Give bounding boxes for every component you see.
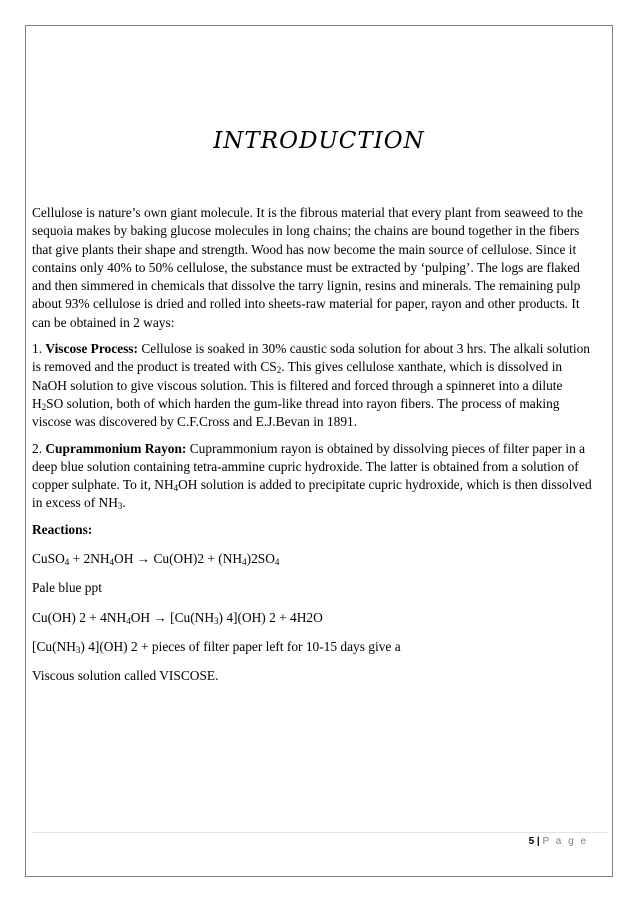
reaction-2-sub-b: 3	[214, 615, 219, 626]
page-label: P a g e	[542, 836, 588, 847]
page-number: 5	[528, 836, 535, 847]
cuprammonium-paragraph	[32, 440, 592, 513]
reaction-1-sub-d: 4	[274, 557, 280, 568]
viscose-sub-2: 2	[41, 401, 47, 412]
cuprammonium-text-1: Cuprammonium rayon is obtained by dissolving pieces of filter paper in a deep blue solution containing tetra-ammine cupric hydroxide. The latter is obtained from a solution of copper sulphate. To it, NH	[32, 440, 586, 493]
footer-divider	[32, 832, 607, 833]
reaction-2-part-a: Cu(OH) 2 + 4NH	[32, 609, 127, 625]
reaction-2-sub-a: 4	[126, 615, 131, 626]
viscose-heading: Viscose Process:	[45, 341, 138, 357]
intro-paragraph: Cellulose is nature’s own giant molecule. It is the fibrous material that every plant from seaweed to the sequoia makes by baking glucose molecules in long chains; the chains are bound together in the fibers that give plants their shape and strength. Wood has now become the main source of cellulose. Since it contains only 40% to 50% cellulose, the substance must be extracted by ‘pulping’. The logs are flaked and then simmered in chemicals that dissolve the tarry lignin, resins and minerals. The remaining pulp about 93% cellulose is dried and rolled into sheets-raw material for paper, rayon and other products. It can be obtained in 2 ways:	[32, 205, 584, 330]
reaction-1	[32, 550, 592, 568]
cuprammonium-sub-2: 3	[117, 501, 123, 512]
reactions-heading-text: Reactions:	[32, 521, 93, 537]
page-footer	[529, 836, 588, 847]
cuprammonium-heading: Cuprammonium Rayon:	[45, 440, 187, 456]
reaction-1-part-a: CuSO	[32, 551, 65, 567]
reaction-3	[32, 638, 592, 656]
reaction-1-sub-c: 4	[242, 557, 247, 568]
document-body	[32, 204, 592, 697]
page-separator: |	[534, 836, 543, 847]
reaction-3-part-a: [Cu(NH	[32, 638, 76, 654]
reaction-3-part-b: ) 4](OH) 2 + pieces of filter paper left for 10-15 days give a	[80, 638, 401, 654]
page-title: INTRODUCTION	[213, 128, 425, 154]
viscose-text-3: SO solution, both of which harden the gum-like thread into rayon fibers. The process of making viscose was discovered by C.F.Cross and E.J.Bevan in 1891.	[32, 395, 560, 430]
viscose-text-2: . This gives cellulose xanthate, which is dissolved in NaOH solution to give viscous solution. This is filtered and forced through a spinneret into a dilute H	[32, 359, 563, 411]
reaction-1-sub-a: 4	[64, 557, 70, 568]
reaction-1-part-d: )2SO	[246, 551, 275, 567]
reaction-2-part-b: OH → [Cu(NH	[130, 609, 215, 625]
cuprammonium-text-2: OH solution is added to precipitate cupric hydroxide, which is then dissolved in excess of NH	[32, 477, 592, 511]
cuprammonium-text-3: .	[122, 495, 126, 511]
reaction-1-part-b: + 2NH	[69, 551, 110, 567]
reaction-1-note: Pale blue ppt	[32, 580, 102, 596]
reaction-1-part-c: OH → Cu(OH)2 + (NH	[114, 551, 243, 567]
reaction-2-part-c: ) 4](OH) 2 + 4H2O	[218, 609, 323, 625]
reactions-heading	[32, 521, 592, 539]
viscose-text-1: Cellulose is soaked in 30% caustic soda solution for about 3 hrs. The alkali solution is removed and the product is treated with CS	[32, 341, 590, 375]
reaction-1-sub-b: 4	[109, 557, 115, 568]
viscose-paragraph	[32, 340, 592, 431]
cuprammonium-sub-1: 4	[173, 483, 179, 494]
cuprammonium-number: 2.	[32, 440, 46, 456]
reaction-3-continuation: Viscous solution called VISCOSE.	[32, 668, 219, 684]
reaction-3-sub-a: 3	[75, 644, 81, 655]
reaction-2	[32, 609, 592, 627]
viscose-number: 1.	[32, 341, 46, 357]
viscose-sub-1: 2	[276, 365, 282, 376]
